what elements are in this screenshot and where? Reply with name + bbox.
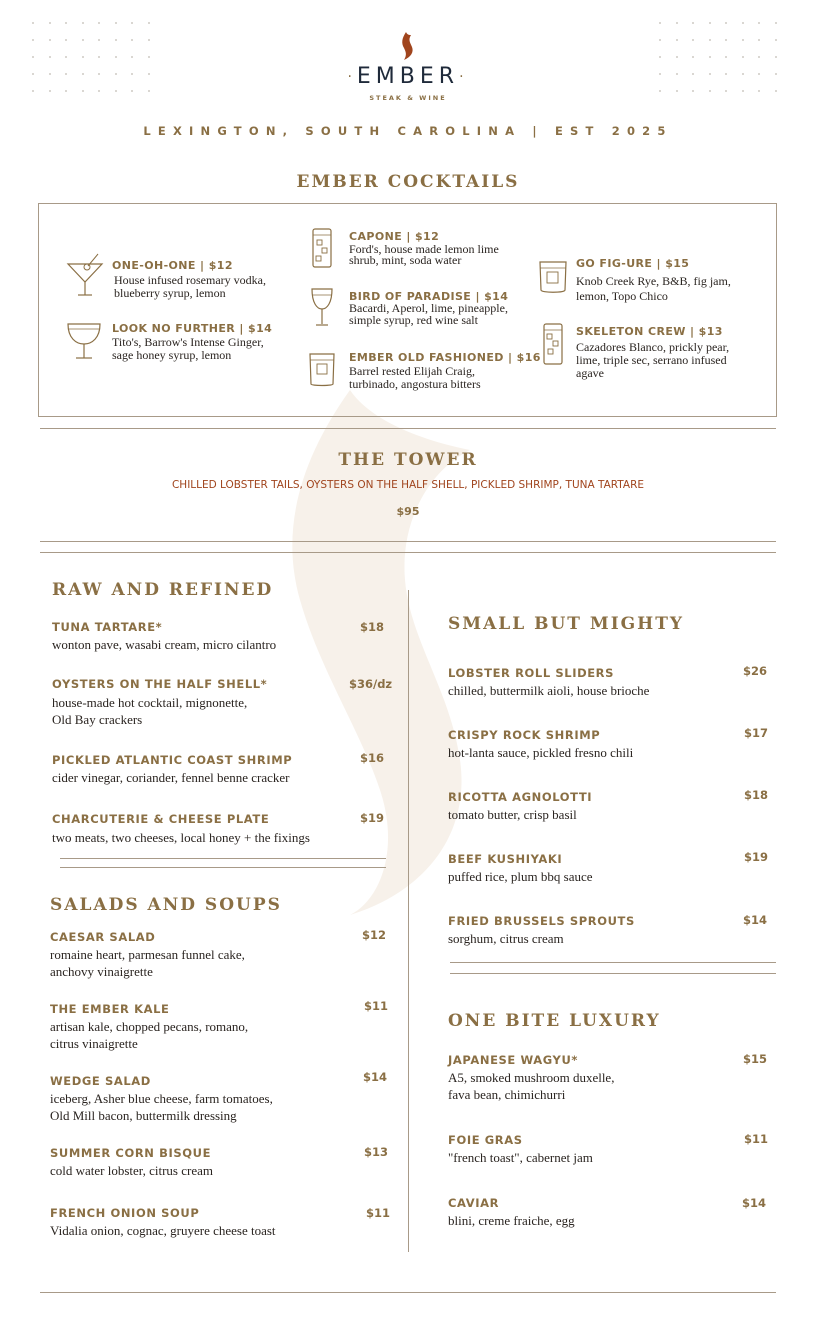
menu-item-desc: puffed rice, plum bbq sauce	[448, 869, 593, 884]
dot	[98, 73, 100, 75]
dot	[131, 73, 133, 75]
menu-item-name: CAVIAR	[448, 1196, 500, 1210]
column-divider	[408, 590, 409, 1252]
menu-item-price: $11	[744, 1132, 769, 1146]
dot	[676, 90, 678, 92]
dot	[115, 90, 117, 92]
dot	[32, 56, 34, 58]
dot	[131, 90, 133, 92]
menu-item-price: $26	[743, 664, 768, 678]
menu-item-desc: Old Mill bacon, buttermilk dressing	[50, 1108, 237, 1123]
cocktail-desc: House infused rosemary vodka, blueberry syrup, lemon	[114, 273, 266, 300]
dot	[98, 22, 100, 24]
menu-item-name: WEDGE SALAD	[50, 1074, 151, 1088]
dot	[131, 56, 133, 58]
menu-item-price: $19	[744, 850, 769, 864]
menu-item-desc: artisan kale, chopped pecans, romano,	[50, 1019, 249, 1034]
menu-item-price: $14	[742, 1196, 767, 1210]
menu-item-name: BEEF KUSHIYAKI	[448, 852, 563, 866]
dot	[725, 73, 727, 75]
dot	[775, 22, 777, 24]
dot	[692, 73, 694, 75]
menu-item-price: $36/dz	[349, 677, 393, 691]
tower-title: THE TOWER	[338, 450, 478, 470]
dot	[49, 56, 51, 58]
dot	[659, 56, 661, 58]
cocktails-title: EMBER COCKTAILS	[296, 172, 520, 192]
menu-item-price: $17	[744, 726, 769, 740]
menu-item-desc: A5, smoked mushroom duxelle,	[448, 1070, 615, 1085]
rocks-glass-icon	[308, 352, 336, 388]
menu-item-name: FRENCH ONION SOUP	[50, 1206, 200, 1220]
menu-item-name: TUNA TARTARE*	[52, 620, 163, 634]
cocktail-name: LOOK NO FURTHER | $14	[112, 322, 273, 335]
dot	[742, 90, 744, 92]
menu-item-desc: blini, creme fraiche, egg	[448, 1213, 575, 1228]
divider	[40, 1292, 776, 1293]
tower-desc: CHILLED LOBSTER TAILS, OYSTERS ON THE HALF SHELL, PICKLED SHRIMP, TUNA TARTARE	[171, 479, 645, 491]
collins-glass-icon	[311, 227, 333, 269]
cocktail-name: CAPONE | $12	[349, 230, 440, 243]
highball-glass-icon	[542, 322, 564, 366]
dot	[32, 39, 34, 41]
location-line: LEXINGTON, SOUTH CAROLINA | EST 2025	[143, 124, 673, 138]
cocktail-desc: Knob Creek Rye, B&B, fig jam, lemon, Topo Chico	[576, 274, 731, 303]
menu-item-name: JAPANESE WAGYU*	[448, 1053, 579, 1067]
rocks-glass-icon-2	[538, 260, 568, 296]
dot	[148, 39, 150, 41]
menu-item-name: FOIE GRAS	[448, 1133, 523, 1147]
menu-item-price: $14	[743, 913, 768, 927]
dot	[115, 22, 117, 24]
menu-item-price: $16	[360, 751, 385, 765]
dot	[742, 39, 744, 41]
dot	[725, 56, 727, 58]
dot	[98, 56, 100, 58]
dot	[82, 56, 84, 58]
divider	[60, 867, 386, 868]
cocktail-desc: Bacardi, Aperol, lime, pineapple, simple syrup, red wine salt	[349, 301, 508, 327]
menu-item-name: CAESAR SALAD	[50, 930, 156, 944]
dot	[131, 22, 133, 24]
dot	[32, 73, 34, 75]
dot	[742, 73, 744, 75]
menu-item-desc: Old Bay crackers	[52, 712, 143, 727]
menu-item-desc: wonton pave, wasabi cream, micro cilantro	[52, 637, 277, 652]
cocktail-desc: Ford's, house made lemon lime shrub, mint, soda water	[349, 242, 499, 267]
wine-glass-icon	[309, 287, 335, 329]
dot	[775, 56, 777, 58]
dot	[709, 39, 711, 41]
cocktail-desc: Cazadores Blanco, prickly pear, lime, triple sec, serrano infused agave	[576, 340, 730, 380]
dot	[725, 39, 727, 41]
menu-item-desc: fava bean, chimichurri	[448, 1087, 566, 1102]
dot	[49, 73, 51, 75]
dot	[82, 73, 84, 75]
dot	[115, 56, 117, 58]
dot	[692, 56, 694, 58]
dot	[148, 90, 150, 92]
menu-item-name: RICOTTA AGNOLOTTI	[448, 790, 593, 804]
brand-tagline: STEAK & WINE	[369, 94, 447, 102]
menu-item-desc: iceberg, Asher blue cheese, farm tomatoes,	[50, 1091, 273, 1106]
dot	[659, 73, 661, 75]
cocktail-name: SKELETON CREW | $13	[576, 325, 723, 338]
dot	[32, 22, 34, 24]
menu-item-name: SUMMER CORN BISQUE	[50, 1146, 212, 1160]
menu-item-name: FRIED BRUSSELS SPROUTS	[448, 914, 635, 928]
menu-item-desc: citrus vinaigrette	[50, 1036, 138, 1051]
dot	[49, 22, 51, 24]
menu-item-price: $12	[362, 928, 387, 942]
menu-item-price: $11	[364, 999, 389, 1013]
dot	[758, 90, 760, 92]
dot	[775, 73, 777, 75]
dot	[742, 56, 744, 58]
dot	[676, 22, 678, 24]
dot	[709, 73, 711, 75]
menu-item-desc: anchovy vinaigrette	[50, 964, 153, 979]
dot	[32, 90, 34, 92]
menu-item-desc: tomato butter, crisp basil	[448, 807, 577, 822]
cocktail-desc: Barrel rested Elijah Craig, turbinado, angostura bitters	[349, 364, 481, 391]
menu-item-price: $19	[360, 811, 385, 825]
raw-title: RAW AND REFINED	[52, 580, 274, 600]
menu-item-desc: chilled, buttermilk aioli, house brioche	[448, 683, 650, 698]
menu-item-name: CHARCUTERIE & CHEESE PLATE	[52, 812, 270, 826]
dot	[676, 56, 678, 58]
cocktail-name: GO FIG-URE | $15	[576, 257, 690, 270]
menu-item-price: $18	[360, 620, 385, 634]
dot	[725, 22, 727, 24]
dot	[49, 90, 51, 92]
dot	[742, 22, 744, 24]
cocktail-name: ONE-OH-ONE | $12	[112, 259, 233, 272]
small-title: SMALL BUT MIGHTY	[448, 614, 685, 634]
tower-price: $95	[396, 505, 420, 518]
cocktail-name: EMBER OLD FASHIONED | $16	[349, 351, 541, 364]
coupe-glass-icon	[66, 320, 102, 362]
menu-item-price: $14	[363, 1070, 388, 1084]
menu-item-name: LOBSTER ROLL SLIDERS	[448, 666, 615, 680]
menu-item-name: CRISPY ROCK SHRIMP	[448, 728, 601, 742]
dot	[131, 39, 133, 41]
dot	[758, 73, 760, 75]
dot	[65, 73, 67, 75]
dot	[148, 73, 150, 75]
menu-item-desc: cold water lobster, citrus cream	[50, 1163, 213, 1178]
dot	[659, 22, 661, 24]
menu-item-desc: Vidalia onion, cognac, gruyere cheese toast	[50, 1223, 276, 1238]
dot	[775, 90, 777, 92]
dot	[65, 90, 67, 92]
dot	[65, 39, 67, 41]
dot	[676, 73, 678, 75]
dot	[148, 56, 150, 58]
brand-name: ·EMBER·	[347, 64, 469, 89]
dot	[758, 22, 760, 24]
menu-item-desc: sorghum, citrus cream	[448, 931, 564, 946]
menu-item-name: PICKLED ATLANTIC COAST SHRIMP	[52, 753, 293, 767]
dot	[725, 90, 727, 92]
dot	[692, 39, 694, 41]
dot	[676, 39, 678, 41]
salads-title: SALADS AND SOUPS	[50, 895, 282, 915]
dot	[49, 39, 51, 41]
divider	[60, 858, 386, 859]
divider	[450, 973, 776, 974]
dot	[709, 90, 711, 92]
menu-item-price: $11	[366, 1206, 391, 1220]
dot	[659, 39, 661, 41]
dot	[82, 22, 84, 24]
menu-item-desc: "french toast", cabernet jam	[448, 1150, 593, 1165]
dot	[148, 22, 150, 24]
divider	[40, 541, 776, 542]
martini-glass-icon	[66, 252, 104, 298]
dot	[692, 22, 694, 24]
dot	[98, 90, 100, 92]
menu-item-name: OYSTERS ON THE HALF SHELL*	[52, 677, 268, 691]
dot	[692, 90, 694, 92]
dot	[758, 39, 760, 41]
dot	[65, 22, 67, 24]
dot	[709, 56, 711, 58]
dot	[115, 73, 117, 75]
menu-item-desc: romaine heart, parmesan funnel cake,	[50, 947, 245, 962]
dot	[659, 90, 661, 92]
flame-logo-icon	[398, 31, 418, 61]
menu-item-desc: house-made hot cocktail, mignonette,	[52, 695, 248, 710]
dot	[775, 39, 777, 41]
menu-item-price: $13	[364, 1145, 389, 1159]
dot	[98, 39, 100, 41]
cocktail-desc: Tito's, Barrow's Intense Ginger, sage honey syrup, lemon	[112, 335, 264, 362]
divider	[40, 428, 776, 429]
menu-item-price: $18	[744, 788, 769, 802]
menu-item-desc: two meats, two cheeses, local honey + the fixings	[52, 830, 310, 845]
menu-item-desc: hot-lanta sauce, pickled fresno chili	[448, 745, 634, 760]
dot	[709, 22, 711, 24]
divider	[450, 962, 776, 963]
dot	[115, 39, 117, 41]
divider	[40, 552, 776, 553]
cocktail-name: BIRD OF PARADISE | $14	[349, 290, 509, 303]
menu-item-price: $15	[743, 1052, 768, 1066]
luxury-title: ONE BITE LUXURY	[448, 1011, 661, 1031]
dot	[65, 56, 67, 58]
dot	[82, 39, 84, 41]
dot	[82, 90, 84, 92]
dot	[758, 56, 760, 58]
menu-item-desc: cider vinegar, coriander, fennel benne cracker	[52, 770, 290, 785]
menu-item-name: THE EMBER KALE	[50, 1002, 170, 1016]
